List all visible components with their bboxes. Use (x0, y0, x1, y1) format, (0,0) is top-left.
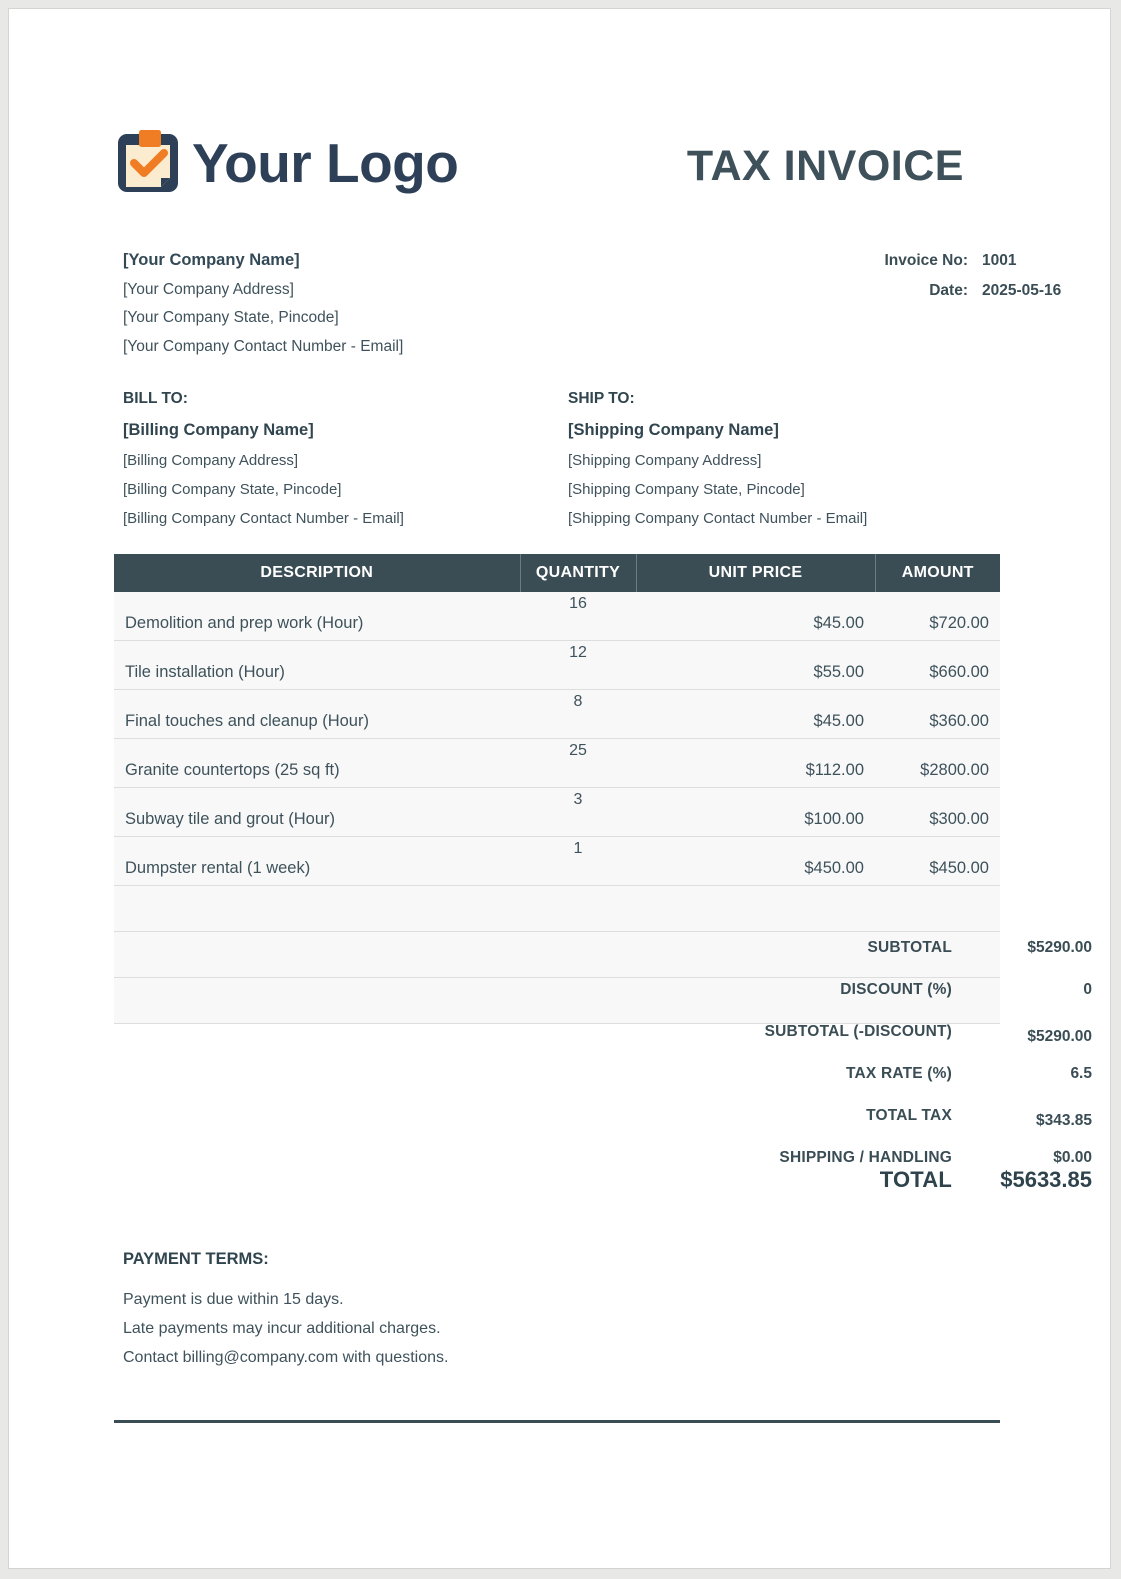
cell-description: Final touches and cleanup (Hour) (114, 690, 520, 739)
column-header-unit-price: UNIT PRICE (636, 554, 875, 592)
cell-description: Tile installation (Hour) (114, 641, 520, 690)
cell-unit-price: $112.00 (636, 739, 875, 788)
cell-quantity: 25 (520, 739, 636, 788)
cell-amount: $450.00 (875, 837, 1000, 886)
cell-unit-price: $45.00 (636, 592, 875, 641)
cell-empty (114, 886, 520, 932)
bill-to-name: [Billing Company Name] (123, 420, 314, 439)
invoice-no-label: Invoice No: (884, 252, 968, 269)
discount-value: 0 (1083, 981, 1092, 998)
logo-text: Your Logo (192, 131, 459, 194)
cell-quantity: 8 (520, 690, 636, 739)
subtotal-less-discount-label: SUBTOTAL (-DISCOUNT) (764, 1023, 952, 1040)
bill-to-heading: BILL TO: (123, 390, 188, 407)
totals-row-subtotal (572, 939, 1092, 981)
invoice-no-value: 1001 (982, 252, 1017, 269)
cell-unit-price: $450.00 (636, 837, 875, 886)
cell-unit-price: $55.00 (636, 641, 875, 690)
clipboard-check-icon (114, 127, 186, 199)
invoice-meta (884, 252, 1092, 312)
cell-amount: $360.00 (875, 690, 1000, 739)
payment-terms-heading: PAYMENT TERMS: (123, 1250, 269, 1268)
tax-rate-label: TAX RATE (%) (845, 1065, 952, 1082)
company-state-pincode: [Your Company State, Pincode] (123, 309, 339, 326)
page-title: TAX INVOICE (686, 142, 964, 190)
invoice-page (8, 8, 1111, 1569)
table-row-empty (114, 886, 1000, 932)
cell-quantity: 16 (520, 592, 636, 641)
column-header-quantity: QUANTITY (520, 554, 636, 592)
company-address: [Your Company Address] (123, 280, 294, 298)
cell-description: Demolition and prep work (Hour) (114, 592, 520, 641)
column-header-amount: AMOUNT (875, 554, 1000, 592)
invoice-date-label: Date: (929, 282, 968, 299)
cell-unit-price: $45.00 (636, 690, 875, 739)
table-row (114, 641, 1000, 690)
table-row (114, 690, 1000, 739)
cell-empty (875, 886, 1000, 932)
payment-terms-block (123, 1250, 448, 1376)
table-row (114, 788, 1000, 837)
cell-amount: $300.00 (875, 788, 1000, 837)
parties-block (123, 391, 1013, 540)
ship-to-address: [Shipping Company Address] (568, 452, 762, 469)
table-header-row (114, 554, 1000, 592)
grand-total-row (572, 1167, 1092, 1193)
total-tax-value: $343.85 (1035, 1112, 1092, 1129)
subtotal-label: SUBTOTAL (867, 939, 952, 956)
bill-to-address: [Billing Company Address] (123, 452, 299, 469)
subtotal-less-discount-value: $5290.00 (1027, 1028, 1092, 1045)
column-header-description: DESCRIPTION (114, 554, 520, 592)
payment-terms-line-2: Late payments may incur additional charges. (123, 1319, 441, 1337)
company-block (123, 252, 403, 367)
cell-empty (520, 886, 636, 932)
ship-to-state-pincode: [Shipping Company State, Pincode] (568, 481, 805, 498)
bill-to-contact: [Billing Company Contact Number - Email] (123, 510, 404, 527)
totals-row-tax-rate (572, 1065, 1092, 1107)
totals-row-subtotal-less-discount (572, 1023, 1092, 1065)
logo (114, 127, 458, 199)
payment-terms-line-1: Payment is due within 15 days. (123, 1291, 344, 1308)
tax-rate-value: 6.5 (1070, 1065, 1092, 1082)
invoice-header (114, 127, 1000, 217)
cell-quantity: 12 (520, 641, 636, 690)
ship-to-heading: SHIP TO: (568, 390, 635, 407)
totals-block (572, 939, 1092, 1191)
total-tax-label: TOTAL TAX (866, 1107, 952, 1124)
grand-total-label: TOTAL (879, 1167, 952, 1192)
table-row (114, 592, 1000, 641)
cell-description: Dumpster rental (1 week) (114, 837, 520, 886)
totals-row-discount (572, 981, 1092, 1023)
cell-amount: $720.00 (875, 592, 1000, 641)
cell-amount: $660.00 (875, 641, 1000, 690)
ship-to-name: [Shipping Company Name] (568, 420, 779, 439)
shipping-handling-value: $0.00 (1053, 1149, 1092, 1166)
invoice-no-row (884, 252, 1092, 270)
cell-unit-price: $100.00 (636, 788, 875, 837)
grand-total-value: $5633.85 (1000, 1167, 1092, 1192)
table-row (114, 739, 1000, 788)
ship-to-contact: [Shipping Company Contact Number - Email] (568, 510, 868, 527)
invoice-date-row (884, 282, 1092, 300)
cell-quantity: 1 (520, 837, 636, 886)
payment-terms-line-3: Contact billing@company.com with questions. (123, 1348, 449, 1366)
footer-divider (114, 1420, 1000, 1423)
cell-description: Subway tile and grout (Hour) (114, 788, 520, 837)
cell-empty (114, 978, 520, 1024)
company-name: [Your Company Name] (123, 251, 300, 269)
invoice-date-value: 2025-05-16 (982, 282, 1062, 299)
cell-amount: $2800.00 (875, 739, 1000, 788)
discount-label: DISCOUNT (%) (840, 981, 952, 998)
cell-empty (114, 932, 520, 978)
subtotal-value: $5290.00 (1027, 939, 1092, 956)
bill-to-state-pincode: [Billing Company State, Pincode] (123, 481, 342, 498)
shipping-handling-label: SHIPPING / HANDLING (779, 1149, 952, 1166)
cell-description: Granite countertops (25 sq ft) (114, 739, 520, 788)
ship-to-block (568, 391, 1013, 540)
totals-row-total-tax (572, 1107, 1092, 1149)
cell-empty (636, 886, 875, 932)
bill-to-block (123, 391, 568, 540)
company-contact: [Your Company Contact Number - Email] (123, 337, 404, 355)
cell-quantity: 3 (520, 788, 636, 837)
table-row (114, 837, 1000, 886)
